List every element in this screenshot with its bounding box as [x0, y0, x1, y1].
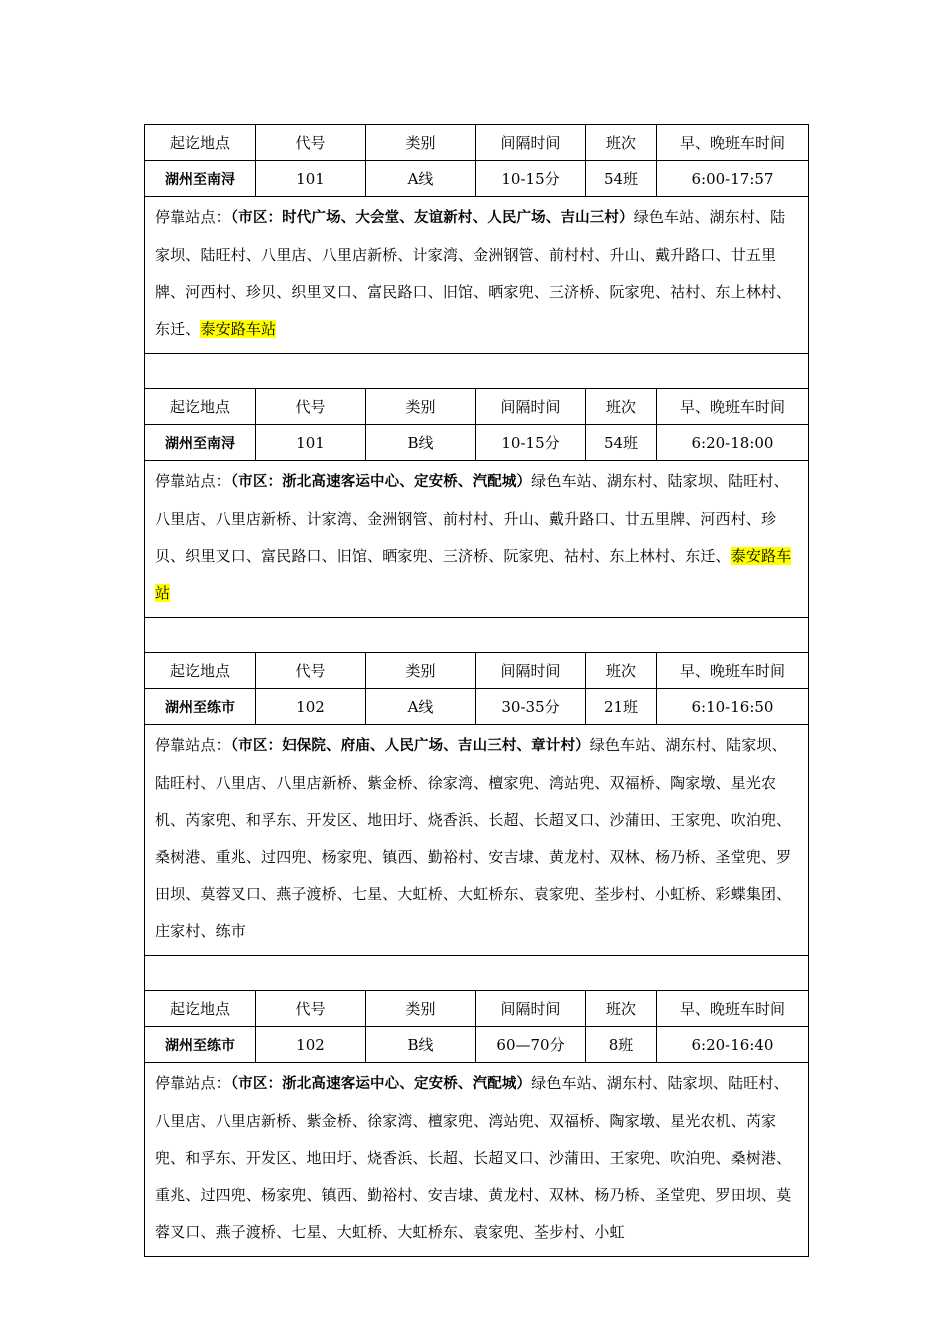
spacer-row: [145, 618, 809, 653]
header-trips: 班次: [586, 653, 657, 689]
spacer-cell: [145, 354, 809, 389]
route-interval: 10-15分: [476, 425, 586, 461]
stops-list: 绿色车站、湖东村、陆家坝、陆旺村、八里店、八里店新桥、紫金桥、徐家湾、檀家兜、湾站兜、双福桥、陶家墩、星光农机、芮家兜、和孚东、开发区、地田圩、烧香浜、长超、长超叉口、沙蒲田、王家兜、吹泊兜、桑树港、重兆、过四兜、杨家兜、镇西、勤裕村、安吉埭、黄龙村、双林、杨乃桥、圣堂兜、罗田坝、莫蓉叉口、燕子渡桥、七星、大虹桥、大虹桥东、袁家兜、荃步村、小虹桥、彩蝶集团、庄家村、练市: [155, 736, 792, 940]
stops-list: 绿色车站、湖东村、陆家坝、陆旺村、八里店、八里店新桥、紫金桥、徐家湾、檀家兜、湾站兜、双福桥、陶家墩、星光农机、芮家兜、和孚东、开发区、地田圩、烧香浜、长超、长超叉口、沙蒲田、王家兜、吹泊兜、桑树港、重兆、过四兜、杨家兜、镇西、勤裕村、安吉埭、黄龙村、双林、杨乃桥、圣堂兜、罗田坝、莫蓉叉口、燕子渡桥、七星、大虹桥、大虹桥东、袁家兜、荃步村、小虹: [155, 1074, 792, 1241]
route-time: 6:20-18:00: [657, 425, 809, 461]
route-stops-row: [145, 197, 809, 354]
route-interval: 30-35分: [476, 689, 586, 725]
spacer-row: [145, 956, 809, 991]
route-trips: 54班: [586, 161, 657, 197]
route-table-body: [145, 125, 809, 1257]
route-stops-cell: [145, 725, 809, 956]
header-interval: 间隔时间: [476, 991, 586, 1027]
route-time: 6:20-16:40: [657, 1027, 809, 1063]
route-stops-row: [145, 725, 809, 956]
stops-label: 停靠站点：: [155, 208, 231, 226]
route-line-type: A线: [366, 161, 476, 197]
route-time: 6:10-16:50: [657, 689, 809, 725]
route-info-row: [145, 1027, 809, 1063]
route-name: 湖州至南浔: [145, 161, 256, 197]
header-first-last-time: 早、晚班车时间: [657, 125, 809, 161]
header-trips: 班次: [586, 125, 657, 161]
header-row: [145, 389, 809, 425]
route-stops-row: [145, 461, 809, 618]
header-row: [145, 125, 809, 161]
header-interval: 间隔时间: [476, 389, 586, 425]
highlighted-terminal-stop: 泰安路车站: [200, 320, 277, 338]
header-category: 类别: [366, 125, 476, 161]
header-first-last-time: 早、晚班车时间: [657, 389, 809, 425]
route-stops-row: [145, 1063, 809, 1257]
route-info-row: [145, 689, 809, 725]
route-code: 101: [256, 425, 366, 461]
header-origin-destination: 起讫地点: [145, 389, 256, 425]
route-line-type: A线: [366, 689, 476, 725]
header-first-last-time: 早、晚班车时间: [657, 653, 809, 689]
header-code: 代号: [256, 653, 366, 689]
route-stops-cell: [145, 1063, 809, 1257]
route-interval: 10-15分: [476, 161, 586, 197]
header-interval: 间隔时间: [476, 653, 586, 689]
header-code: 代号: [256, 991, 366, 1027]
spacer-row: [145, 354, 809, 389]
route-time: 6:00-17:57: [657, 161, 809, 197]
city-stops: （市区：时代广场、大会堂、友谊新村、人民广场、吉山三村）: [230, 210, 634, 226]
city-stops: （市区：妇保院、府庙、人民广场、吉山三村、章计村）: [230, 738, 590, 754]
route-info-row: [145, 161, 809, 197]
route-name: 湖州至练市: [145, 1027, 256, 1063]
highlighted-terminal-stop: 泰安路车站: [155, 547, 792, 602]
route-trips: 21班: [586, 689, 657, 725]
header-category: 类别: [366, 389, 476, 425]
route-trips: 8班: [586, 1027, 657, 1063]
route-line-type: B线: [366, 1027, 476, 1063]
stops-label: 停靠站点：: [155, 1074, 231, 1092]
header-interval: 间隔时间: [476, 125, 586, 161]
city-stops: （市区：浙北高速客运中心、定安桥、汽配城）: [230, 474, 532, 490]
route-code: 102: [256, 1027, 366, 1063]
route-name: 湖州至南浔: [145, 425, 256, 461]
header-origin-destination: 起讫地点: [145, 991, 256, 1027]
route-interval: 60—70分: [476, 1027, 586, 1063]
stops-list: 绿色车站、湖东村、陆家坝、陆旺村、八里店、八里店新桥、计家湾、金洲钢管、前村村、升山、戴升路口、廿五里牌、河西村、珍贝、织里叉口、富民路口、旧馆、晒家兜、三济桥、阮家兜、祜村、东上林村、东迁、: [155, 472, 789, 565]
header-row: [145, 653, 809, 689]
spacer-cell: [145, 956, 809, 991]
city-stops: （市区：浙北高速客运中心、定安桥、汽配城）: [230, 1076, 532, 1092]
stops-label: 停靠站点：: [155, 472, 231, 490]
stops-label: 停靠站点：: [155, 736, 231, 754]
route-info-row: [145, 425, 809, 461]
header-category: 类别: [366, 653, 476, 689]
route-code: 102: [256, 689, 366, 725]
header-category: 类别: [366, 991, 476, 1027]
header-first-last-time: 早、晚班车时间: [657, 991, 809, 1027]
bus-route-document: [144, 124, 808, 1257]
route-stops-cell: [145, 461, 809, 618]
route-stops-cell: [145, 197, 809, 354]
header-code: 代号: [256, 389, 366, 425]
route-trips: 54班: [586, 425, 657, 461]
header-origin-destination: 起讫地点: [145, 653, 256, 689]
route-name: 湖州至练市: [145, 689, 256, 725]
route-line-type: B线: [366, 425, 476, 461]
header-trips: 班次: [586, 389, 657, 425]
stops-list: 绿色车站、湖东村、陆家坝、陆旺村、八里店、八里店新桥、计家湾、金洲钢管、前村村、升山、戴升路口、廿五里牌、河西村、珍贝、织里叉口、富民路口、旧馆、晒家兜、三济桥、阮家兜、祜村、东上林村、东迁、: [155, 208, 792, 338]
route-table: [144, 124, 809, 1257]
header-code: 代号: [256, 125, 366, 161]
header-trips: 班次: [586, 991, 657, 1027]
header-origin-destination: 起讫地点: [145, 125, 256, 161]
spacer-cell: [145, 618, 809, 653]
header-row: [145, 991, 809, 1027]
route-code: 101: [256, 161, 366, 197]
